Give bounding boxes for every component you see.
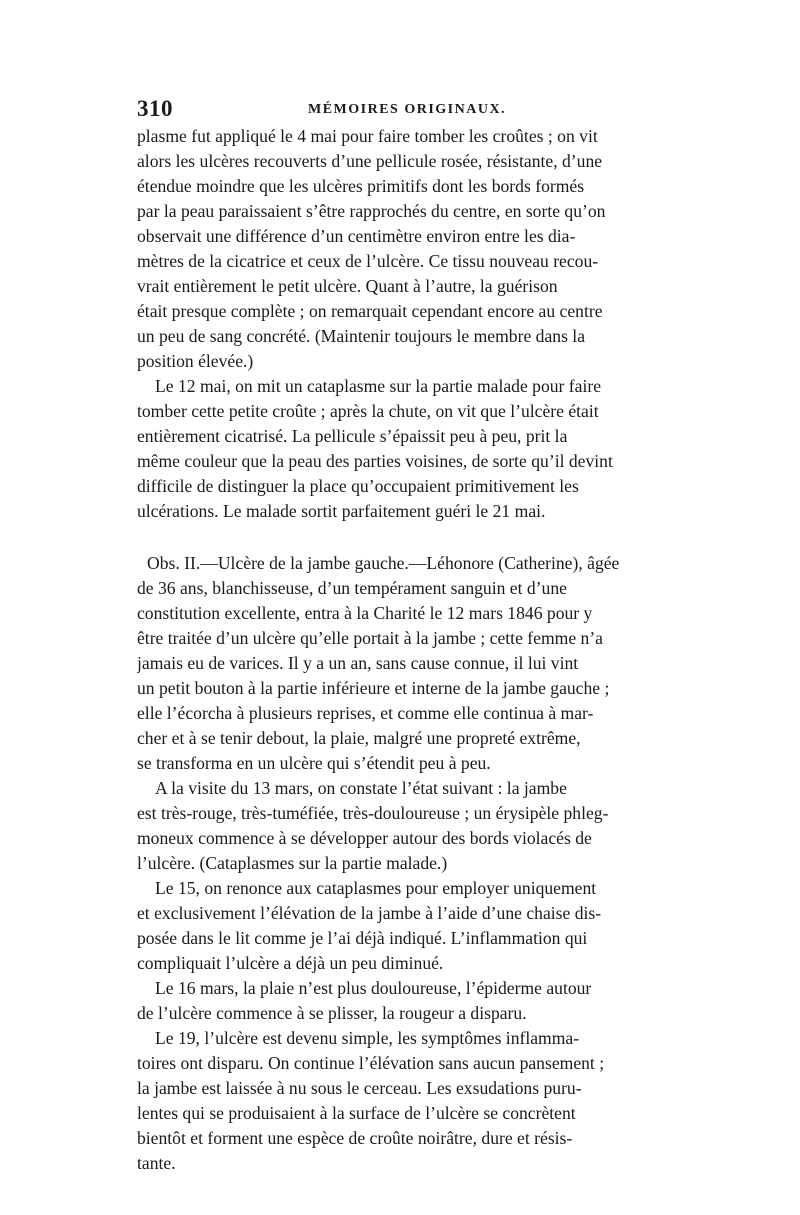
text-line: mètres de la cicatrice et ceux de l’ulcère. Ce tissu nouveau recou- <box>137 251 599 271</box>
text-line: Le 15, on renonce aux cataplasmes pour employer uniquement <box>155 878 597 898</box>
text-line: la jambe est laissée à nu sous le cerceau. Les exsudations puru- <box>137 1078 582 1098</box>
text-line: par la peau paraissaient s’être rapprochés du centre, en sorte qu’on <box>137 201 606 221</box>
text-line: tante. <box>137 1153 176 1173</box>
text-line: posée dans le lit comme je l’ai déjà indiqué. L’inflammation qui <box>137 928 588 948</box>
text-line: alors les ulcères recouverts d’une pellicule rosée, résistante, d’une <box>137 151 603 171</box>
text-line: position élevée.) <box>137 351 254 371</box>
text-line: même couleur que la peau des parties voisines, de sorte qu’il devint <box>137 451 613 471</box>
text-line: ulcérations. Le malade sortit parfaitement guéri le 21 mai. <box>137 501 546 521</box>
text-line: de 36 ans, blanchisseuse, d’un tempérament sanguin et d’une <box>137 578 567 598</box>
text-line: Le 19, l’ulcère est devenu simple, les symptômes inflamma- <box>155 1028 580 1048</box>
running-head: MÉMOIRES ORIGINAUX. <box>308 102 507 117</box>
text-line: être traitée d’un ulcère qu’elle portait à la jambe ; cette femme n’a <box>137 628 603 648</box>
text-line: lentes qui se produisaient à la surface de l’ulcère se concrètent <box>137 1103 576 1123</box>
text-line: un petit bouton à la partie inférieure et interne de la jambe gauche ; <box>137 678 610 698</box>
text-line: cher et à se tenir debout, la plaie, malgré une propreté extrême, <box>137 728 581 748</box>
text-line: et exclusivement l’élévation de la jambe à l’aide d’une chaise dis- <box>137 903 602 923</box>
page-header <box>137 96 660 126</box>
text-line: moneux commence à se développer autour des bords violacés de <box>137 828 592 848</box>
text-line: observait une différence d’un centimètre environ entre les dia- <box>137 226 576 246</box>
text-line: était presque complète ; on remarquait cependant encore au centre <box>137 301 603 321</box>
text-line: difficile de distinguer la place qu’occupaient primitivement les <box>137 476 579 496</box>
text-line: elle l’écorcha à plusieurs reprises, et comme elle continua à mar- <box>137 703 594 723</box>
text-line: bientôt et forment une espèce de croûte noirâtre, dure et résis- <box>137 1128 573 1148</box>
text-line: Le 16 mars, la plaie n’est plus douloureuse, l’épiderme autour <box>155 978 592 998</box>
text-line: vrait entièrement le petit ulcère. Quant à l’autre, la guérison <box>137 276 558 296</box>
text-line: compliquait l’ulcère a déjà un peu diminué. <box>137 953 444 973</box>
text-line: A la visite du 13 mars, on constate l’état suivant : la jambe <box>155 778 567 798</box>
text-line: constitution excellente, entra à la Charité le 12 mars 1846 pour y <box>137 603 593 623</box>
text-line-observation-heading: Obs. II.—Ulcère de la jambe gauche.—Léhonore (Catherine), âgée <box>147 553 620 573</box>
text-line: Le 12 mai, on mit un cataplasme sur la partie malade pour faire <box>155 376 602 396</box>
body-text <box>137 125 660 1195</box>
text-line: l’ulcère. (Cataplasmes sur la partie malade.) <box>137 853 448 873</box>
text-line: tomber cette petite croûte ; après la chute, on vit que l’ulcère était <box>137 401 599 421</box>
text-line: est très-rouge, très-tuméfiée, très-douloureuse ; un érysipèle phleg- <box>137 803 609 823</box>
text-line: de l’ulcère commence à se plisser, la rougeur a disparu. <box>137 1003 527 1023</box>
text-line: un peu de sang concrété. (Maintenir toujours le membre dans la <box>137 326 586 346</box>
text-line: se transforma en un ulcère qui s’étendit peu à peu. <box>137 753 491 773</box>
text-line: étendue moindre que les ulcères primitifs dont les bords formés <box>137 176 585 196</box>
text-line: jamais eu de varices. Il y a un an, sans cause connue, il lui vint <box>137 653 579 673</box>
text-line: toires ont disparu. On continue l’élévation sans aucun pansement ; <box>137 1053 605 1073</box>
text-line: entièrement cicatrisé. La pellicule s’épaissit peu à peu, prit la <box>137 426 568 446</box>
page-number: 310 <box>137 96 173 121</box>
text-line: plasme fut appliqué le 4 mai pour faire tomber les croûtes ; on vit <box>137 126 598 146</box>
